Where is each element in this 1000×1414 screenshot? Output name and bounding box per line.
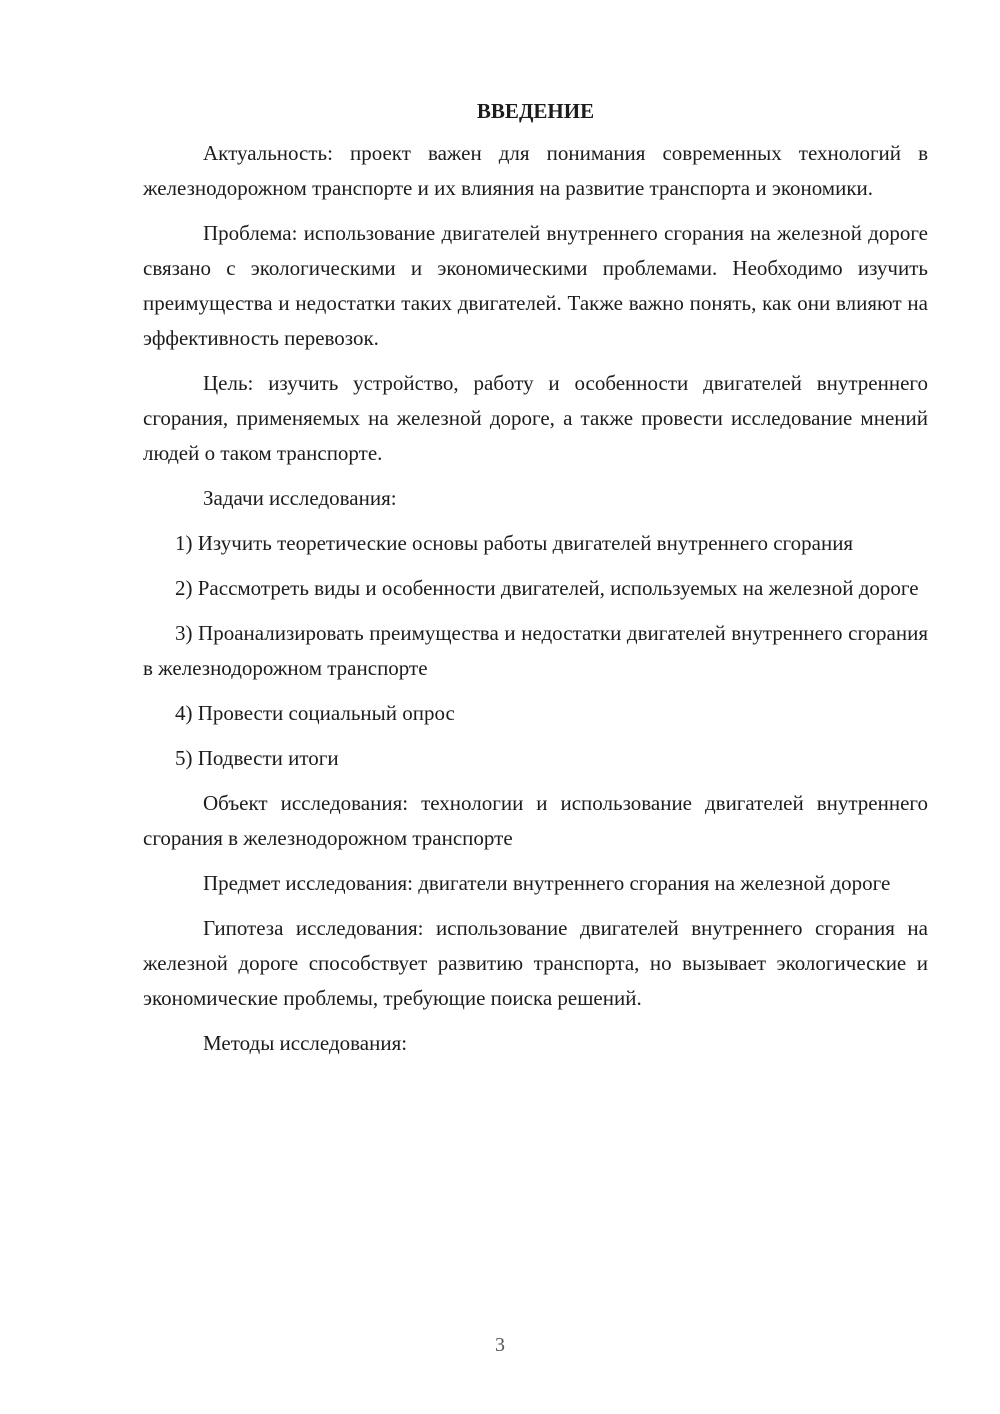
tasks-list	[143, 526, 928, 776]
page-number: 3	[495, 1334, 505, 1356]
paragraph-tasks-heading: Задачи исследования:	[203, 486, 397, 510]
paragraph-methods: Методы исследования:	[203, 1031, 408, 1055]
list-item: 5) Подвести итоги	[175, 746, 339, 770]
document-page	[143, 94, 928, 1071]
list-item: 4) Провести социальный опрос	[175, 701, 455, 725]
list-item: 1) Изучить теоретические основы работы двигателей внутреннего сгорания	[175, 531, 854, 555]
paragraph-object: Объект исследования: технологии и использование двигателей внутреннего сгорания в железнодорожном транспорте	[143, 791, 928, 850]
paragraph-goal: Цель: изучить устройство, работу и особенности двигателей внутреннего сгорания, применяемых на железной дороге, а также провести исследование мнений людей о таком транспорте.	[143, 371, 928, 465]
paragraph-hypothesis: Гипотеза исследования: использование двигателей внутреннего сгорания на железной дороге способствует развитию транспорта, но вызывает экологические и экономические проблемы, требующие поиска решений.	[143, 916, 928, 1010]
paragraph-relevance: Актуальность: проект важен для понимания современных технологий в железнодорожном транспорте и их влияния на развитие транспорта и экономики.	[143, 141, 928, 200]
list-item: 2) Рассмотреть виды и особенности двигателей, используемых на железной дороге	[175, 576, 919, 600]
paragraph-problem: Проблема: использование двигателей внутреннего сгорания на железной дороге связано с экологическими и экономическими проблемами. Необходимо изучить преимущества и недостатки таких двигателей. Также важно понять, как они влияют на эффективность перевозок.	[143, 221, 928, 350]
list-item: 3) Проанализировать преимущества и недостатки двигателей внутреннего сгорания в железнодорожном транспорте	[143, 621, 928, 680]
paragraph-subject: Предмет исследования: двигатели внутреннего сгорания на железной дороге	[203, 871, 891, 895]
page-title: ВВЕДЕНИЕ	[476, 99, 595, 123]
